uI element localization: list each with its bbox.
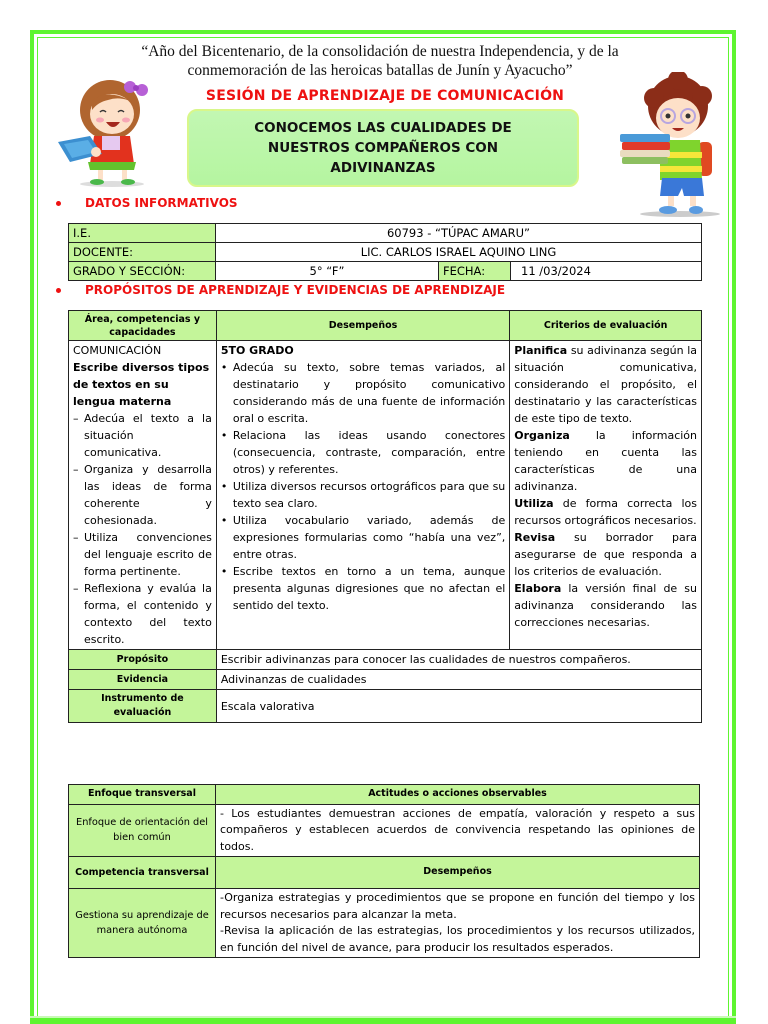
header-enfoque: Enfoque transversal xyxy=(69,785,216,805)
header-actitudes: Actitudes o acciones observables xyxy=(216,785,700,805)
datos-heading xyxy=(56,196,238,210)
grade-label: 5TO GRADO xyxy=(220,344,294,357)
page-border-bottom xyxy=(30,1016,736,1024)
ie-label: I.E. xyxy=(69,224,216,243)
session-title: SESIÓN DE APRENDIZAJE DE COMUNICACIÓN xyxy=(205,88,565,104)
girl-reading-illustration xyxy=(50,70,170,190)
criterio-text: su borrador para asegurarse de que responda a los criterios de evaluación. xyxy=(514,531,697,578)
criterio-text: la versión final de su adivinanza considerando las correcciones necesarias. xyxy=(514,582,697,629)
competencia-desempenos xyxy=(216,889,700,958)
criterio-verb: Elabora xyxy=(514,582,562,595)
propositos-heading-text: PROPÓSITOS DE APRENDIZAJE Y EVIDENCIAS DE APRENDIZAJE xyxy=(85,283,506,297)
table-row xyxy=(69,243,702,262)
table-header-row xyxy=(69,311,702,341)
instrumento-label: Instrumento de evaluación xyxy=(69,690,217,723)
area-cell xyxy=(69,341,217,650)
table-row xyxy=(69,341,702,650)
table-row xyxy=(69,690,702,723)
enfoque-table xyxy=(68,784,700,958)
enfoque-name: Enfoque de orientación del bien común xyxy=(69,804,216,857)
datos-heading-text: DATOS INFORMATIVOS xyxy=(85,196,238,210)
table-row xyxy=(69,262,702,281)
criterio-text: su adivinanza según la situación comunicativa, considerando el propósito, el destinatario y las características de este tipo de texto. xyxy=(514,344,697,425)
list-item: • Utiliza diversos recursos ortográficos para que su texto sea claro. xyxy=(221,478,505,512)
header-desempenos: Desempeños xyxy=(216,311,509,341)
table-row xyxy=(69,224,702,243)
propositos-table xyxy=(68,310,702,723)
criterio-item xyxy=(514,427,697,495)
topic-title: CONOCEMOS LAS CUALIDADES DE NUESTROS COMPAÑEROS CON ADIVINANZAS xyxy=(254,120,512,176)
criterio-verb: Organiza xyxy=(514,429,570,442)
list-item: -Organiza estrategias y procedimientos que se propone en función del tiempo y los recursos necesarios para alcanzar la meta. xyxy=(220,891,695,921)
docente-label: DOCENTE: xyxy=(69,243,216,262)
table-row xyxy=(69,804,700,857)
criterio-verb: Revisa xyxy=(514,531,556,544)
proposito-value: Escribir adivinanzas para conocer las cualidades de nuestros compañeros. xyxy=(216,650,701,670)
list-item: • Escribe textos en torno a un tema, aunque presenta algunas digresiones que no afectan el sentido del texto. xyxy=(221,563,505,614)
header-criterios: Criterios de evaluación xyxy=(510,311,702,341)
criterios-cell xyxy=(510,341,702,650)
ie-value: 60793 - “TÚPAC AMARU” xyxy=(216,224,702,243)
criterio-item xyxy=(514,529,697,580)
competencia-name: Gestiona su aprendizaje de manera autónoma xyxy=(69,889,216,958)
header-comp-desempenos: Desempeños xyxy=(216,857,700,889)
instrumento-value: Escala valorativa xyxy=(216,690,701,723)
evidencia-label: Evidencia xyxy=(69,670,217,690)
capacidades-list xyxy=(73,410,212,648)
grado-value: 5° “F” xyxy=(216,262,439,281)
grado-label: GRADO Y SECCIÓN: xyxy=(69,262,216,281)
boy-with-books-illustration xyxy=(618,72,728,220)
proposito-label: Propósito xyxy=(69,650,217,670)
list-item: -Revisa la aplicación de las estrategias, los procedimientos y los recursos utilizados, en función del nivel de avance, para producir los resultados esperados. xyxy=(220,924,695,954)
list-item: – Utiliza convenciones del lenguaje escrito de forma pertinente. xyxy=(73,529,212,580)
list-item: • Adecúa su texto, sobre temas variados, al destinatario y propósito comunicativo considerando más de una fuente de información oral o escrita. xyxy=(221,359,505,427)
enfoque-value: - Los estudiantes demuestran acciones de empatía, valoración y respeto a sus compañeros y establecen acuerdos de convivencia respetando las opiniones de todos. xyxy=(216,804,700,857)
table-header-row xyxy=(69,785,700,805)
table-row xyxy=(69,889,700,958)
list-item: – Organiza y desarrolla las ideas de forma coherente y cohesionada. xyxy=(73,461,212,529)
list-item: • Relaciona las ideas usando conectores (consecuencia, contraste, comparación, entre otros) y referentes. xyxy=(221,427,505,478)
table-row xyxy=(69,670,702,690)
list-item: – Reflexiona y evalúa la forma, el contenido y contexto del texto escrito. xyxy=(73,580,212,648)
criterio-verb: Planifica xyxy=(514,344,568,357)
table-header-row xyxy=(69,857,700,889)
evidencia-value: Adivinanzas de cualidades xyxy=(216,670,701,690)
desempenos-cell xyxy=(216,341,509,650)
criterio-item xyxy=(514,580,697,631)
bullet-icon xyxy=(56,288,61,293)
datos-table xyxy=(68,223,702,281)
propositos-heading xyxy=(56,283,505,297)
fecha-label: FECHA: xyxy=(439,262,511,281)
criterio-text: la información teniendo en cuenta las características de una adivinanza. xyxy=(514,429,697,493)
competencia: Escribe diversos tipos de textos en su lengua materna xyxy=(73,361,210,408)
criterio-item xyxy=(514,342,697,427)
year-title: “Año del Bicentenario, de la consolidación de nuestra Independencia, y de la conmemoración de las heroicas batallas de Junín y Ayacucho” xyxy=(141,43,619,79)
fecha-value: 11 /03/2024 xyxy=(511,262,702,281)
desempenos-list xyxy=(221,359,505,614)
list-item: – Adecúa el texto a la situación comunicativa. xyxy=(73,410,212,461)
topic-box xyxy=(187,109,579,187)
header-competencia: Competencia transversal xyxy=(69,857,216,889)
table-row xyxy=(69,650,702,670)
area-title: COMUNICACIÓN xyxy=(73,344,162,357)
docente-value: LIC. CARLOS ISRAEL AQUINO LING xyxy=(216,243,702,262)
criterio-text: de forma correcta los recursos ortográficos necesarios. xyxy=(514,497,697,527)
criterio-item xyxy=(514,495,697,529)
list-item: • Utiliza vocabulario variado, además de expresiones formularias como “había una vez”, entre otras. xyxy=(221,512,505,563)
criterio-verb: Utiliza xyxy=(514,497,554,510)
header-area: Área, competencias y capacidades xyxy=(69,311,217,341)
bullet-icon xyxy=(56,201,61,206)
